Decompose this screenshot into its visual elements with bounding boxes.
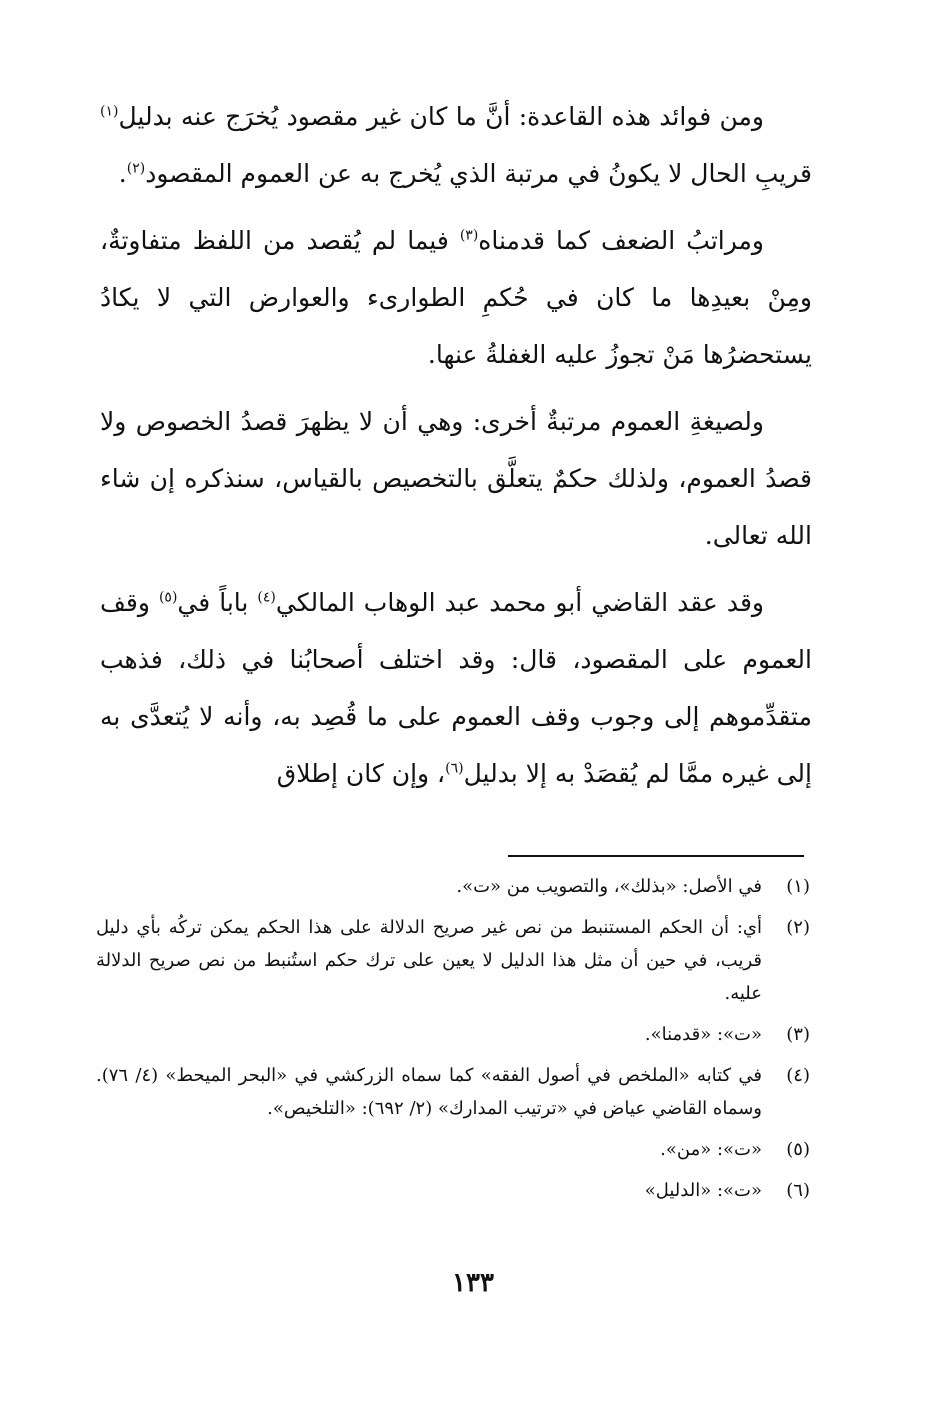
footnote-ref: (٢) — [126, 160, 146, 177]
footnote-4 — [96, 1059, 810, 1125]
footnote-separator — [508, 855, 804, 857]
footnote-number: (١) — [786, 876, 810, 897]
paragraph-text: قريبِ الحال لا يكونُ في مرتبة الذي يُخرج به عن العموم المقصود — [145, 159, 812, 188]
paragraph-3 — [100, 393, 812, 564]
paragraph-text: ومراتبُ الضعف كما قدمناه — [478, 226, 764, 255]
footnote-ref: (٤) — [257, 589, 276, 606]
paragraph-2 — [100, 212, 812, 383]
footnote-5 — [96, 1133, 810, 1166]
footnote-ref: (٣) — [459, 227, 479, 244]
paragraph-text: فيما لم يُقصد من اللفظ متفاوتةٌ، ومِنْ بعيدِها ما كان في حُكمِ الطوارىء والعوارض التي لا يكادُ يستحضرُها مَنْ تجوزُ عليه الغفلةُ عنها. — [100, 226, 812, 369]
footnote-text: أي: أن الحكم المستنبط من نص غير صريح الدلالة على هذا الحكم يمكن تركُه بأي دليل قريب، في حين أن مثل هذا الدليل لا يعين على ترك حكم استُنبط من نص صريح الدلالة عليه. — [96, 917, 762, 1004]
footnote-text: «ت»: «قدمنا». — [644, 1024, 762, 1045]
footnote-6 — [96, 1174, 810, 1207]
page-number: ١٣٣ — [452, 1268, 494, 1298]
paragraph-1 — [100, 88, 812, 202]
footnote-text: في كتابه «الملخص في أصول الفقه» كما سماه الزركشي في «البحر الميحط» (٤/ ٧٦). وسماه القاضي عياض في «ترتيب المدارك» (٢/ ٦٩٢): «التلخيص». — [96, 1065, 762, 1119]
footnote-number: (٤) — [786, 1065, 810, 1086]
footnote-number: (٣) — [786, 1024, 810, 1045]
paragraph-text: ومن فوائد هذه القاعدة: أنَّ ما كان غير مقصود يُخرَج عنه بدليل — [118, 102, 764, 131]
footnote-ref: (٥) — [158, 589, 178, 606]
paragraph-text: باباً في — [177, 588, 258, 617]
footnote-3 — [96, 1018, 810, 1051]
footnote-number: (٦) — [786, 1180, 810, 1201]
footnote-text: في الأصل: «بذلك»، والتصويب من «ت». — [456, 876, 762, 897]
paragraph-text: ولصيغةِ العموم مرتبةٌ أخرى: وهي أن لا يظهرَ قصدُ الخصوص ولا قصدُ العموم، ولذلك حكمٌ يتعلَّق بالتخصيص بالقياس، سنذكره إن شاء الله تعالى. — [100, 407, 812, 550]
paragraph-text: وقد عقد القاضي أبو محمد عبد الوهاب المالكي — [275, 588, 764, 617]
footnote-ref: (٦) — [445, 760, 464, 777]
footnote-ref: (١) — [100, 103, 119, 120]
paragraph-text: . — [118, 159, 127, 188]
footnote-number: (٢) — [786, 917, 810, 938]
footnote-2 — [96, 911, 810, 1010]
main-text — [100, 88, 812, 812]
footnotes — [96, 870, 810, 1215]
paragraph-4 — [100, 574, 812, 802]
paragraph-text: وقف العموم على المقصود، قال: وقد اختلف أصحابُنا في ذلك، فذهب متقدِّموهم إلى وجوب وقف العموم على ما قُصِد به، وأنه لا يُتعدَّى به إلى غيره ممَّا لم يُقصَدْ به إلا بدليل — [100, 588, 812, 788]
footnote-1 — [96, 870, 810, 903]
footnote-number: (٥) — [786, 1139, 810, 1160]
footnote-text: «ت»: «الدليل» — [644, 1180, 762, 1201]
footnote-text: «ت»: «من». — [660, 1139, 762, 1160]
paragraph-text: ، وإن كان إطلاق — [276, 759, 446, 788]
